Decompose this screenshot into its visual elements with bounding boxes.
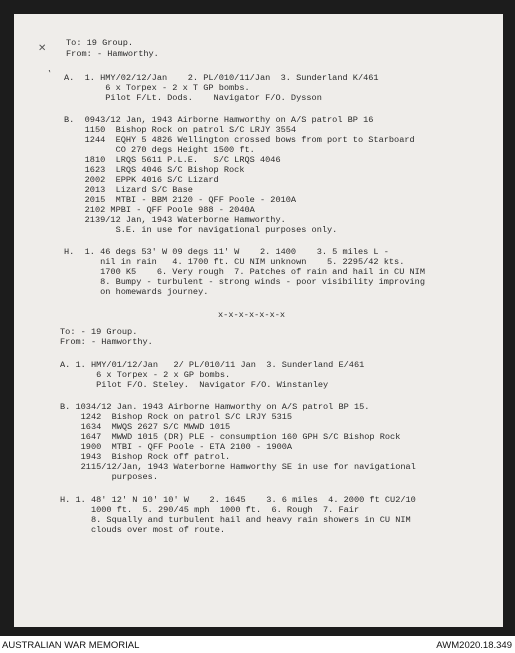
section-b-line: 1943 Bishop Rock off patrol. — [60, 452, 231, 462]
section-b-line: CO 270 degs Height 1500 ft. — [64, 145, 255, 155]
section-a-line: A. 1. HMY/01/12/Jan 2/ PL/010/11 Jan 3. Sunderland E/461 — [60, 360, 365, 370]
section-a-line: 6 x Torpex - 2 x GP bombs. — [60, 370, 231, 380]
document-paper — [14, 14, 503, 627]
section-b-line: S.E. in use for navigational purposes only. — [64, 225, 338, 235]
section-b-line: 2002 EPPK 4016 S/C Lizard — [64, 175, 219, 185]
section-a-line: A. 1. HMY/02/12/Jan 2. PL/010/11/Jan 3. Sunderland K/461 — [64, 73, 379, 83]
section-b-line: 1242 Bishop Rock on patrol S/C LRJY 5315 — [60, 412, 293, 422]
section-b-line: 1634 MWQS 2627 S/C MWWD 1015 — [60, 422, 231, 432]
section-h-line: 8. Squally and turbulent hail and heavy rain showers in CU NIM — [60, 515, 411, 525]
section-b-line: 1244 EQHY 5 4826 Wellington crossed bows from port to Starboard — [64, 135, 415, 145]
separator-line: x-x-x-x-x-x-x — [218, 310, 286, 320]
section-b-line: 2015 MTBI - BBM 2120 - QFF Poole - 2010A — [64, 195, 297, 205]
section-a-line: Pilot F/Lt. Dods. Navigator F/O. Dysson — [64, 93, 322, 103]
section-b-line: 2115/12/Jan, 1943 Waterborne Hamworthy SE in use for navigational — [60, 462, 416, 472]
section-b-line: B. 0943/12 Jan, 1943 Airborne Hamworthy on A/S patrol BP 16 — [64, 115, 374, 125]
section-b-line: 1150 Bishop Rock on patrol S/C LRJY 3554 — [64, 125, 297, 135]
section-b-line: 1623 LRQS 4046 S/C Bishop Rock — [64, 165, 245, 175]
ink-mark-icon: ✕ — [38, 43, 47, 54]
section-b-line: 1900 MTBI - QFF Poole - ETA 2100 - 1900A — [60, 442, 293, 452]
section-b-line: 2139/12 Jan, 1943 Waterborne Hamworthy. — [64, 215, 286, 225]
section-h-line: 1000 ft. 5. 290/45 mph 1000 ft. 6. Rough 7. Fair — [60, 505, 360, 515]
second-from-line: From: - Hamworthy. — [60, 337, 153, 347]
section-a-line: 6 x Torpex - 2 x T GP bombs. — [64, 83, 250, 93]
section-a-line: Pilot F/O. Steley. Navigator F/O. Winstanley — [60, 380, 329, 390]
archive-credit: AUSTRALIAN WAR MEMORIAL — [2, 640, 140, 651]
typed-document — [14, 14, 503, 627]
section-h-line: 8. Bumpy - turbulent - strong winds - poor visibility improving — [64, 277, 425, 287]
section-h-line: H. 1. 48' 12' N 10' 10' W 2. 1645 3. 6 miles 4. 2000 ft CU2/10 — [60, 495, 416, 505]
section-b-line: 1647 MWWD 1015 (DR) PLE - consumption 160 GPH S/C Bishop Rock — [60, 432, 401, 442]
section-b-line: 1810 LRQS 5611 P.L.E. S/C LRQS 4046 — [64, 155, 281, 165]
section-h-line: clouds over most of route. — [60, 525, 226, 535]
section-h-line: on homewards journey. — [64, 287, 209, 297]
section-b-line: 2102 MPBI - QFF Poole 988 - 2040A — [64, 205, 255, 215]
section-h-line: nil in rain 4. 1700 ft. CU NIM unknown 5. 2295/42 kts. — [64, 257, 405, 267]
first-to-line: To: 19 Group. — [66, 38, 134, 48]
first-from-line: From: - Hamworthy. — [66, 49, 159, 59]
second-to-line: To: - 19 Group. — [60, 327, 138, 337]
section-b-line: 2013 Lizard S/C Base — [64, 185, 193, 195]
section-b-line: purposes. — [60, 472, 158, 482]
section-b-line: B. 1034/12 Jan. 1943 Airborne Hamworthy on A/S patrol BP 15. — [60, 402, 370, 412]
archive-reference: AWM2020.18.349 — [436, 640, 512, 651]
section-h-line: H. 1. 46 degs 53' W 09 degs 11' W 2. 1400 3. 5 miles L - — [64, 247, 389, 257]
ink-mark-icon: ‛ — [48, 69, 52, 80]
section-h-line: 1700 K5 6. Very rough 7. Patches of rain and hail in CU NIM — [64, 267, 425, 277]
